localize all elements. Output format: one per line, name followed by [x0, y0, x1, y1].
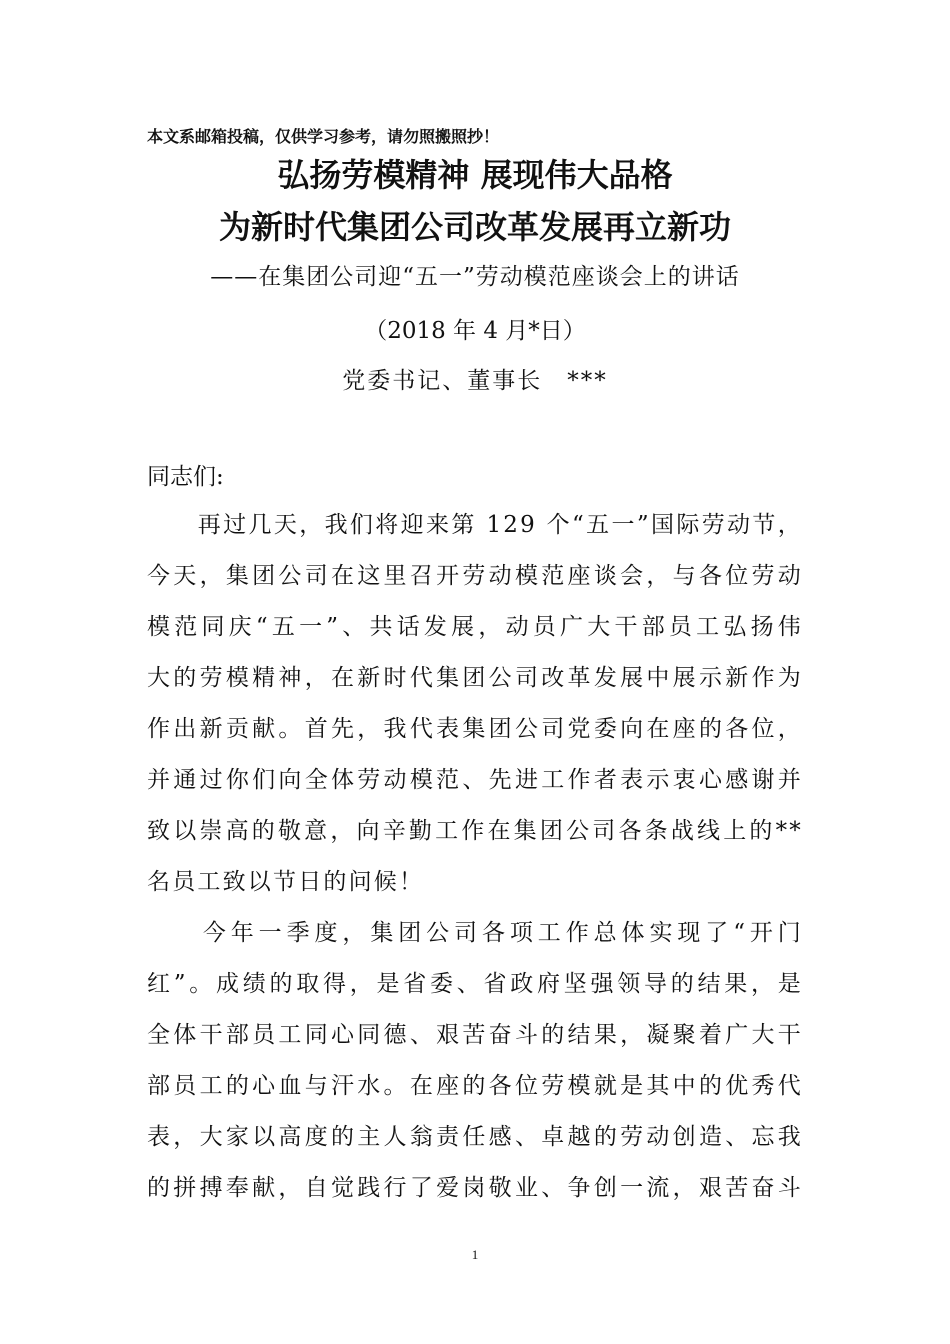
title-line-1: 弘扬劳模精神 展现伟大品格 — [277, 156, 673, 194]
submission-notice: 本文系邮箱投稿，仅供学习参考，请勿照搬照抄！ — [147, 127, 500, 146]
title-line-2: 为新时代集团公司改革发展再立新功 — [218, 208, 731, 246]
paragraph-line: 表，大家以高度的主人翁责任感、卓越的劳动创造、忘我 — [147, 1124, 803, 1150]
paragraph-line: 红”。成绩的取得，是省委、省政府坚强领导的结果，是 — [147, 971, 803, 997]
paragraph-line: 全体干部员工同心同德、艰苦奋斗的结果，凝聚着广大干 — [147, 1022, 803, 1048]
greeting: 同志们: — [147, 464, 224, 490]
paragraph-line: 作出新贡献。首先，我代表集团公司党委向在座的各位， — [147, 716, 803, 742]
paragraph-line: 的拼搏奉献，自觉践行了爱岗敬业、争创一流，艰苦奋斗 — [147, 1175, 803, 1201]
paragraph-line: 今年一季度，集团公司各项工作总体实现了“开门 — [147, 920, 803, 946]
speech-subtitle: ——在集团公司迎“五一”劳动模范座谈会上的讲话 — [210, 264, 740, 290]
paragraph-line: 模范同庆“五一”、共话发展，动员广大干部员工弘扬伟 — [147, 614, 803, 640]
paragraph-line: 大的劳模精神，在新时代集团公司改革发展中展示新作为 — [147, 665, 803, 691]
speech-author: 党委书记、董事长 *** — [342, 368, 608, 394]
paragraph-line: 部员工的心血与汗水。在座的各位劳模就是其中的优秀代 — [147, 1073, 803, 1099]
paragraph-line: 再过几天，我们将迎来第 129 个“五一”国际劳动节， — [147, 512, 803, 538]
paragraph-line: 致以崇高的敬意，向辛勤工作在集团公司各条战线上的** — [147, 818, 803, 844]
paragraph-line: 今天，集团公司在这里召开劳动模范座谈会，与各位劳动 — [147, 563, 803, 589]
paragraph-line: 并通过你们向全体劳动模范、先进工作者表示衷心感谢并 — [147, 767, 803, 793]
speech-date: （2018 年 4 月*日） — [364, 318, 586, 344]
paragraph-line: 名员工致以节日的问候！ — [147, 869, 425, 895]
page-number: 1 — [471, 1247, 479, 1262]
